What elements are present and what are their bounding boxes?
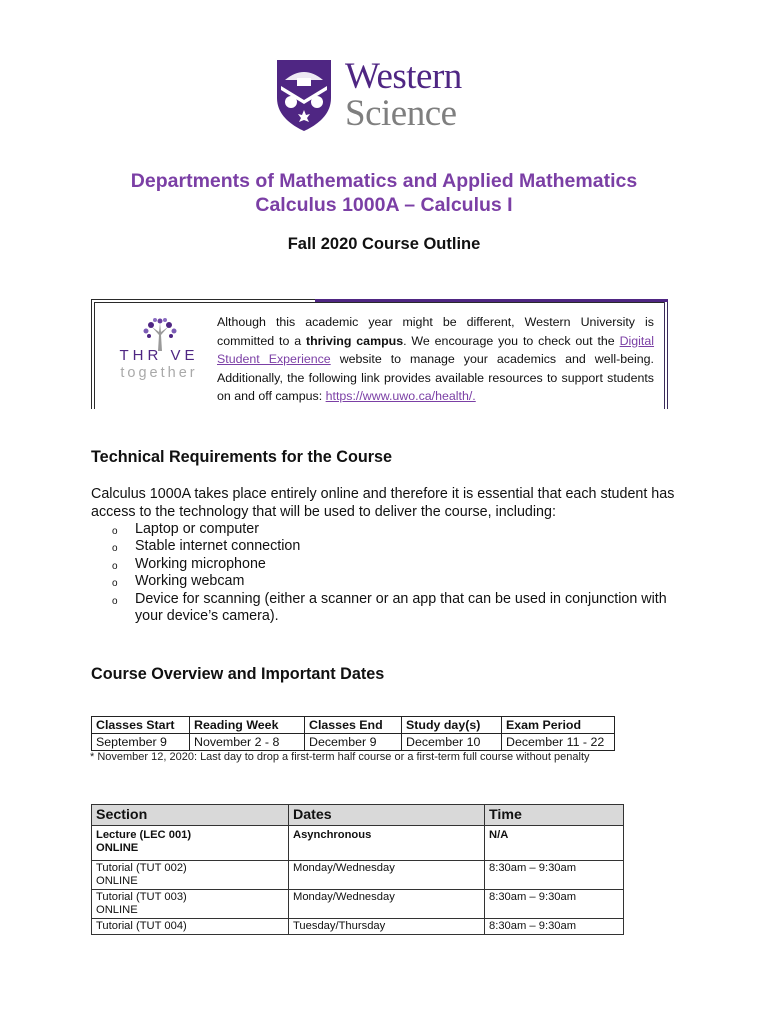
box-top-accent bbox=[315, 299, 668, 302]
western-shield-icon bbox=[275, 58, 333, 132]
table-header: Exam Period bbox=[502, 717, 615, 734]
together-word: together bbox=[120, 365, 198, 381]
table-cell: Tutorial (TUT 002) ONLINE bbox=[92, 861, 289, 890]
tree-icon bbox=[140, 317, 180, 351]
table-cell: Lecture (LEC 001) ONLINE bbox=[92, 826, 289, 861]
table-cell: Tuesday/Thursday bbox=[289, 919, 485, 935]
table-cell: 8:30am – 9:30am bbox=[485, 919, 624, 935]
thrive-word: THR VE bbox=[119, 347, 199, 364]
bullet-icon: o bbox=[112, 595, 118, 607]
table-cell: December 10 bbox=[402, 734, 502, 751]
uwo-health-link[interactable]: https://www.uwo.ca/health/. bbox=[325, 389, 476, 403]
thrive-notice-box bbox=[91, 299, 668, 409]
list-item: o Device for scanning (either a scanner or an app that can be used in conjunction with your device’s camera). bbox=[112, 590, 667, 625]
table-cell: November 2 - 8 bbox=[190, 734, 305, 751]
thriving-campus-bold: thriving campus bbox=[305, 333, 404, 348]
tech-requirements-list bbox=[112, 521, 670, 625]
bullet-icon: o bbox=[112, 543, 118, 555]
table-row bbox=[92, 826, 624, 861]
thrive-together-logo bbox=[109, 315, 209, 385]
bullet-icon: o bbox=[112, 560, 118, 572]
outline-subtitle: Fall 2020 Course Outline bbox=[287, 235, 481, 253]
table-header: Study day(s) bbox=[402, 717, 502, 734]
table-cell: December 9 bbox=[305, 734, 402, 751]
list-item: o Stable internet connection bbox=[112, 538, 670, 555]
table-header: Classes End bbox=[305, 717, 402, 734]
course-overview-heading: Course Overview and Important Dates bbox=[91, 665, 385, 683]
tech-intro-paragraph: Calculus 1000A takes place entirely online and therefore it is essential that each student has access to the technology that will be used to deliver the course, including: bbox=[91, 486, 675, 520]
table-cell: Monday/Wednesday bbox=[289, 861, 485, 890]
course-title: Calculus 1000A – Calculus I bbox=[255, 194, 513, 216]
table-cell: September 9 bbox=[92, 734, 190, 751]
table-row bbox=[92, 861, 624, 890]
table-row bbox=[92, 734, 615, 751]
table-header-row bbox=[92, 805, 624, 826]
table-header: Dates bbox=[289, 805, 485, 826]
important-dates-table bbox=[91, 716, 615, 751]
table-cell: 8:30am – 9:30am bbox=[485, 861, 624, 890]
table-row bbox=[92, 919, 624, 935]
table-header: Section bbox=[92, 805, 289, 826]
table-cell: Asynchronous bbox=[289, 826, 485, 861]
department-title: Departments of Mathematics and Applied Mathematics bbox=[130, 170, 638, 192]
sections-table bbox=[91, 804, 624, 935]
logo-science-text: Science bbox=[345, 93, 457, 134]
list-item: o Working microphone bbox=[112, 556, 670, 573]
table-cell: Monday/Wednesday bbox=[289, 890, 485, 919]
bullet-icon: o bbox=[112, 578, 118, 590]
table-row bbox=[92, 890, 624, 919]
table-header: Classes Start bbox=[92, 717, 190, 734]
table-cell: N/A bbox=[485, 826, 624, 861]
table-cell: 8:30am – 9:30am bbox=[485, 890, 624, 919]
table-cell: December 11 - 22 bbox=[502, 734, 615, 751]
list-item: o Laptop or computer bbox=[112, 521, 670, 538]
thrive-message: Although this academic year might be different, Western University is committed to a thriving campus. We encourage you to check out the Digital Student Experience website to manage your academics and well-being. Additionally, the following link provides available resources to support students on and off campus: https://www.uwo.ca/health/. bbox=[217, 315, 655, 403]
table-cell: Tutorial (TUT 004) bbox=[92, 919, 289, 935]
table-header: Time bbox=[485, 805, 624, 826]
logo-western-text: Western bbox=[345, 56, 462, 97]
bullet-icon: o bbox=[112, 526, 118, 537]
table-header-row bbox=[92, 717, 615, 734]
drop-date-footnote: * November 12, 2020: Last day to drop a first-term half course or a first-term full course without penalty bbox=[90, 751, 590, 763]
list-item: o Working webcam bbox=[112, 573, 670, 590]
western-science-logo bbox=[275, 56, 485, 134]
table-header: Reading Week bbox=[190, 717, 305, 734]
tech-requirements-heading: Technical Requirements for the Course bbox=[91, 448, 393, 466]
digital-student-experience-link[interactable]: Digital Student Experience bbox=[217, 333, 655, 366]
table-cell: Tutorial (TUT 003) ONLINE bbox=[92, 890, 289, 919]
